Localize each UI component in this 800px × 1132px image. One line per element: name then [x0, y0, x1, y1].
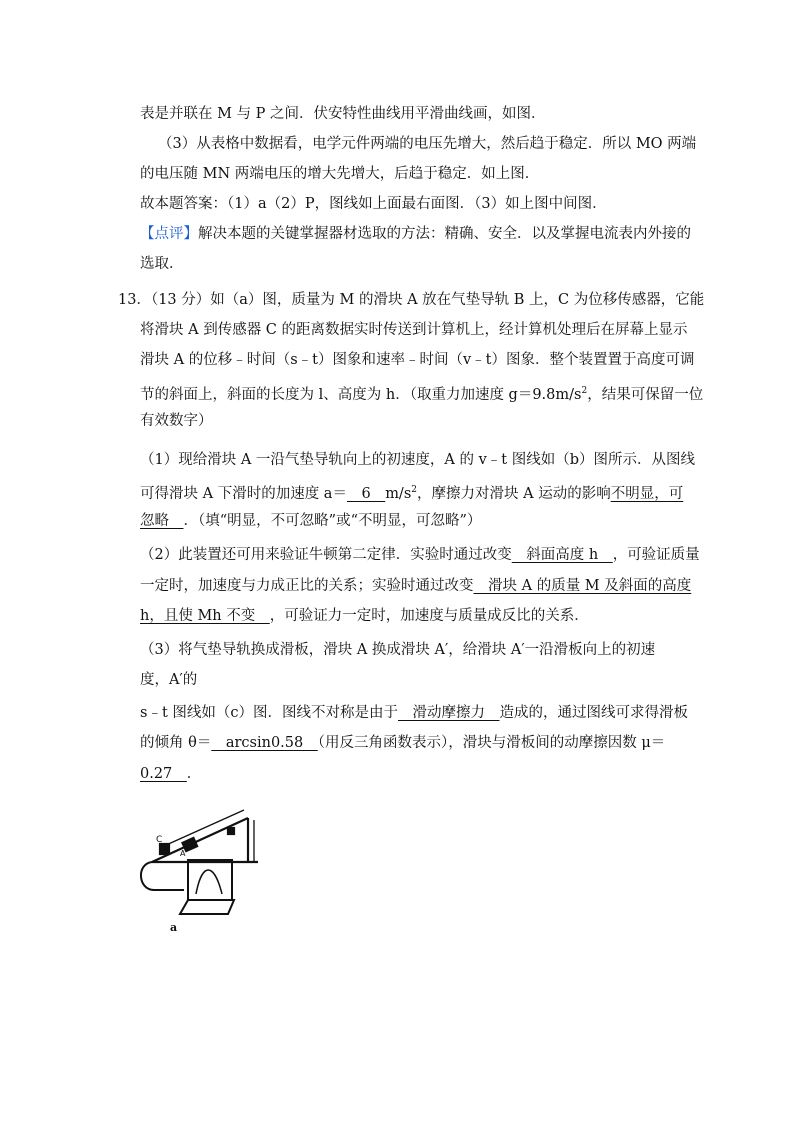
text-span: ，结果可保留一位 [587, 386, 704, 403]
text-line: 滑块 A 的位移﹣时间（s﹣t）图象和速率﹣时间（v﹣t）图象．整个装置置于高度可调 [140, 352, 695, 368]
text-line: 故本题答案：（1）a（2）P，图线如上面最右面图．（3）如上图中间图． [140, 196, 607, 212]
text-line [140, 545, 700, 565]
figure-drawing [141, 810, 258, 914]
answer-blank: arcsin0.58 [211, 735, 318, 751]
superscript: 2 [581, 386, 588, 396]
text-line [140, 606, 589, 626]
answer-blank: 不明显，可 [610, 485, 684, 502]
text-line [140, 224, 691, 244]
text-line: 选取． [140, 256, 184, 272]
answer-blank: 6 [346, 485, 386, 502]
text-line [140, 480, 683, 504]
text-span: ．（填“明显，不可忽略”或“不明显，可忽略”） [183, 513, 482, 529]
text-line: （3）将气垫导轨换成滑板，滑块 A 换成滑块 A′，给滑块 A′一沿滑板向上的初速 [140, 642, 656, 658]
sensor-c [160, 844, 169, 854]
text-span: ，摩擦力对滑块 A 运动的影响 [417, 485, 611, 502]
question-13-header: 13．（13 分）如（a）图，质量为 M 的滑块 A 放在气垫导轨 B 上，C 为位移传感器，它能 [118, 292, 705, 308]
answer-blank: 滑动摩擦力 [398, 705, 500, 721]
block-small [228, 828, 234, 834]
text-span: m/s [385, 485, 412, 502]
text-line: 表是并联在 M 与 P 之间．伏安特性曲线用平滑曲线画，如图． [140, 106, 546, 122]
incline-line [152, 818, 248, 862]
text-line [140, 576, 691, 596]
text-span: （2）此装置还可用来验证牛顿第二定律．实验时通过改变 [140, 547, 512, 563]
text-span: 一定时，加速度与力成正比的关系；实验时通过改变 [140, 578, 474, 594]
text-span: ，可验证质量 [612, 547, 700, 563]
text-span: 解决本题的关键掌握器材选取的方法：精确、安全．以及掌握电流表内外接的 [198, 226, 691, 242]
label-c: C [156, 835, 163, 845]
keyboard [180, 900, 234, 914]
text-span: s﹣t 图线如（c）图．图线不对称是由于 [140, 705, 398, 721]
answer-blank: 0.27 [140, 766, 187, 782]
answer-blank: 忽略 [140, 513, 184, 529]
text-span: 节的斜面上，斜面的长度为 l、高度为 h．（取重力加速度 g＝9.8m/s [140, 386, 582, 403]
answer-blank: 滑块 A 的质量 M 及斜面的高度 [473, 578, 692, 594]
cable [141, 862, 184, 890]
text-span: ． [186, 766, 202, 782]
answer-blank: h，且使 Mh 不变 [140, 608, 270, 624]
text-line [140, 511, 481, 531]
text-line [140, 703, 688, 723]
text-span: 造成的，通过图线可求得滑板 [499, 705, 688, 721]
text-line: 度，A′的 [140, 672, 198, 688]
text-line: （3）从表格中数据看，电学元件两端的电压先增大，然后趋于稳定．所以 MO 两端 [158, 136, 697, 152]
text-line [140, 764, 201, 784]
text-line [140, 381, 703, 405]
text-line: 有效数字） [140, 413, 213, 429]
text-line [140, 733, 665, 753]
label-a-block: A [180, 849, 186, 858]
text-span: 的倾角 θ＝ [140, 735, 212, 751]
answer-blank: 斜面高度 h [511, 547, 613, 563]
text-span: ，可验证力一定时，加速度与质量成反比的关系． [269, 608, 589, 624]
text-span: 可得滑块 A 下滑时的加速度 a＝ [140, 485, 347, 502]
text-span: （用反三角函数表示），滑块与滑板间的动摩擦因数 μ＝ [317, 735, 666, 751]
text-line: （1）现给滑块 A 一沿气垫导轨向上的初速度，A 的 v﹣t 图线如（b）图所示．从图线 [140, 452, 696, 468]
figure-label: a [170, 921, 178, 934]
screen-curve [196, 870, 222, 894]
apparatus-figure [140, 790, 265, 935]
text-line: 将滑块 A 到传感器 C 的距离数据实时传送到计算机上，经计算机处理后在屏幕上显示 [140, 322, 688, 338]
superscript: 2 [411, 485, 417, 495]
computer-screen [188, 860, 232, 900]
text-line: 的电压随 MN 两端电压的增大先增大，后趋于稳定．如上图． [140, 166, 540, 182]
comment-tag: 【点评】 [140, 226, 198, 242]
